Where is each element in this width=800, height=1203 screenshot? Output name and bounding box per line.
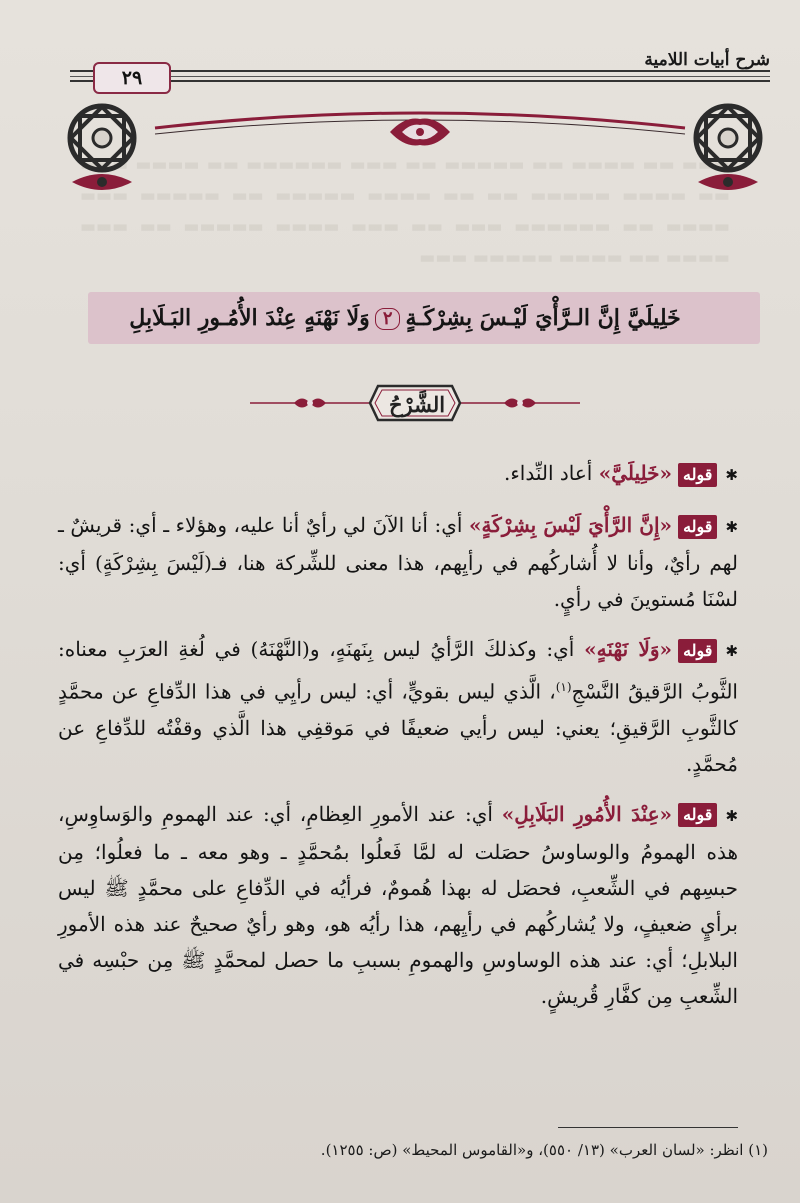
bullet-icon: ✱ [725,518,739,536]
right-medallion-icon [696,106,760,190]
bullet-icon: ✱ [725,642,739,660]
qawluhu-badge: قوله [678,639,717,663]
left-flourish-icon [294,399,326,408]
commentary-paragraph [58,796,738,1014]
paragraph-text: أعاد النِّداء. [504,461,593,485]
right-flourish-icon [504,399,536,408]
qawluhu-badge: قوله [678,803,717,827]
verse-line [55,298,755,338]
paragraph-text: أي: وكذلكَ الرَّأيُ ليس بِنَهنَهٍ، و(النَّهْنَهُ) في لُغةِ العرَبِ معناه: الثَّوبُ الرَّقيقُ النَّسْجِ [58,637,738,704]
verse-number: ٢ [375,308,401,330]
paragraph-text: أي: أنا الآنَ لي رأيٌ أنا عليه، وهؤلاء ـ أي: قريشٌ ـ لهم رأيٌ، وأنا لا أُشاركُهم في رأيِهم، هذا معنى للشِّركة هنا، فـ(لَيْسَ بِشِرْكَةٍ) أي: لسْنَا مُستوينَ في رأيٍ. [58,513,738,611]
paragraph-text-continued: ، الَّذي ليس بقويٍّ، أي: ليس رأيِي في هذا الدِّفاعِ عن محمَّدٍ كالثَّوبِ الرَّقيقِ؛ يعني: ليس رأيي ضعيفًا في مَوقفِي هذا الَّذي وقفْتُه للدِّفاعِ عن مُحمَّدٍ. [58,679,738,776]
quoted-phrase: «عِنْدَ الأُمُورِ البَلَابِلِ» [501,801,673,826]
quoted-phrase: «خَلِيلَيَّ» [598,461,673,485]
ornament-banner [60,100,770,210]
verse-first-hemistich: خَلِيلَيَّ إِنَّ الـرَّأْيَ لَيْـسَ بِشِرْكَـةٍ [405,305,681,331]
header-rule [70,70,770,82]
commentary-body [58,455,738,1028]
sharh-heading: الشَّرْحُ [388,392,446,417]
show-through-text: ▬▬▬ ▬▬ ▬▬▬▬ ▬▬ ▬▬▬▬▬ ▬▬ ▬▬▬ ▬▬▬▬▬▬ ▬▬ ▬▬▬▬ ▬▬▬ ▬▬ ▬▬▬▬ ▬▬▬▬▬ ▬▬ ▬▬ ▬▬▬▬ ▬▬▬▬▬ ▬▬ ▬▬▬▬▬ ▬▬▬ ▬▬▬▬ ▬▬ ▬▬▬▬▬▬ ▬▬▬ ▬▬ ▬▬▬ ▬▬▬▬ ▬▬▬▬▬ ▬▬ ▬▬▬ ▬▬▬▬ ▬▬ ▬▬▬▬ ▬▬▬▬▬ ▬▬▬ [80,155,730,268]
footnote-marker[interactable]: (١) [555,680,572,694]
running-title: شرح أبيات اللامية [644,50,770,70]
quoted-phrase: «وَلَا نَهْنَهٍ» [584,637,673,661]
center-rosette-icon [390,119,450,146]
footnote: (١) انظر: «لسان العرب» (١٣/ ٥٥٠)، و«القاموس المحيط» (ص: ١٢٥٥). [320,1141,768,1159]
verse-second-hemistich: وَلَا نَهْنَهٍ عِنْدَ الأُمُـورِ البَـلَابِلِ [129,305,370,331]
paragraph-text: أي: عند الأمورِ العِظامِ، أي: عند الهمومِ والوَساوِسِ، هذه الهمومُ والوساوسُ حصَلت له لمَّا فَعلُوا بمُحمَّدٍ ـ وهو معه ـ ما فعلُوا؛ مِن حبسِهم في الشِّعبِ، فحصَل له بهذا هُمومٌ، فرأيُه في الدِّفاعِ على محمَّدٍ ﷺ ليس برأيٍ ضعيفٍ، ولا يُشاركُهم في رأيِهم، هذا رأيُه هو، وهو رأيٌ صحيحٌ عند هذه الأمورِ البلابلِ؛ أي: عند هذه الوساوسِ والهمومِ بسببِ ما حصل لمحمَّدٍ ﷺ مِن حبْسِه في الشِّعبِ مِن كفَّارِ قُريشٍ. [58,801,738,1008]
bullet-icon: ✱ [725,466,738,484]
qawluhu-badge: قوله [678,515,717,539]
commentary-paragraph [58,631,738,782]
page-number: ٢٩ [93,62,171,94]
qawluhu-badge: قوله [678,463,717,487]
footnote-rule [558,1127,738,1128]
bullet-icon: ✱ [725,806,739,825]
left-medallion-icon [70,106,134,190]
commentary-paragraph [58,507,738,617]
quoted-phrase: «إِنَّ الرَّأْيَ لَيْسَ بِشِرْكَةٍ» [469,513,673,537]
commentary-paragraph [58,455,738,493]
